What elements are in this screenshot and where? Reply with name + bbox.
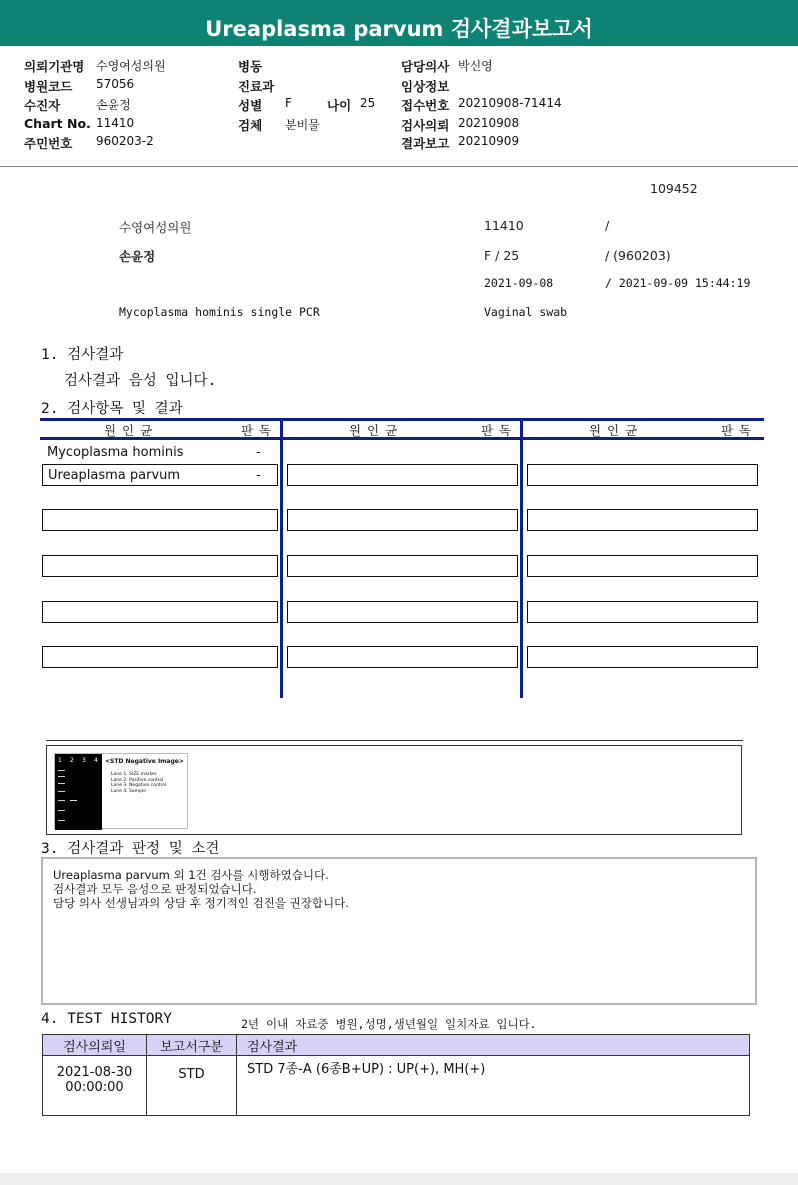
gel-image xyxy=(54,753,188,829)
findings-line: 담당 의사 선생님과의 상담 후 정기적인 검진을 권장합니다. xyxy=(53,896,349,910)
col-result-3: 판 독 xyxy=(721,423,753,438)
history-time: 00:00:00 xyxy=(65,1080,124,1095)
section1-title: 1. 검사결과 xyxy=(41,347,124,363)
serial-number: 109452 xyxy=(650,181,698,196)
gel-band xyxy=(58,820,65,821)
history-header-row xyxy=(43,1035,750,1056)
col-result-2: 판 독 xyxy=(481,423,513,438)
gel-lane-number: 2 xyxy=(70,757,74,764)
gel-band xyxy=(58,770,65,771)
history-type: STD xyxy=(147,1056,237,1116)
specimen-value: 분비물 xyxy=(285,118,320,132)
patient-report-datetime: / 2021-09-09 15:44:19 xyxy=(605,276,751,290)
history-col-date: 검사의뢰일 xyxy=(43,1035,147,1056)
report-title: Ureaplasma parvum 검사결과보고서 xyxy=(205,17,593,41)
pathogen-result: - xyxy=(256,445,261,460)
result-cell xyxy=(287,555,518,577)
request-date-label: 검사의뢰 xyxy=(401,118,450,133)
receipt-no-value: 20210908-71414 xyxy=(458,96,562,110)
patient-birth: / (960203) xyxy=(605,248,671,263)
resident-no-value: 960203-2 xyxy=(96,134,154,148)
patient-institution: 수영여성의원 xyxy=(119,220,192,235)
gel-legend xyxy=(111,772,166,794)
pathogen-result: - xyxy=(256,468,261,483)
section3-title: 3. 검사결과 판정 및 소견 xyxy=(41,841,220,857)
section4-title: 4. TEST HISTORY xyxy=(41,1011,172,1027)
history-col-result: 검사결과 xyxy=(237,1035,750,1056)
result-cell xyxy=(287,601,518,623)
gel-band xyxy=(58,776,65,777)
result-cell xyxy=(527,555,758,577)
gel-band xyxy=(58,810,65,811)
history-table xyxy=(42,1034,750,1116)
gel-photo xyxy=(55,754,102,830)
report-date-label: 결과보고 xyxy=(401,136,450,151)
gel-band xyxy=(58,783,65,784)
col-pathogen-1: 원 인 균 xyxy=(104,423,154,438)
doctor-value: 박신영 xyxy=(458,59,493,73)
patient-sex-age: F / 25 xyxy=(484,248,520,263)
results-table-divider-2 xyxy=(520,418,523,698)
pathogen-name: Ureaplasma parvum xyxy=(48,468,181,483)
specimen-label: 검체 xyxy=(238,118,263,133)
report-date-value: 20210909 xyxy=(458,134,520,148)
findings-box xyxy=(41,857,757,1005)
sex-label: 성별 xyxy=(238,98,263,113)
result-cell xyxy=(42,601,278,623)
col-result-1: 판 독 xyxy=(241,423,273,438)
history-date-cell xyxy=(43,1056,147,1116)
gel-band xyxy=(58,791,65,792)
patient-name: 손윤정 xyxy=(119,249,156,264)
receipt-no-label: 접수번호 xyxy=(401,98,450,113)
result-cell xyxy=(527,509,758,531)
history-result: STD 7종-A (6종B+UP) : UP(+), MH(+) xyxy=(237,1056,750,1116)
gel-lane-number: 3 xyxy=(82,757,86,764)
history-row xyxy=(43,1056,750,1116)
history-note: 2년 이내 자료중 병원,성명,생년월일 일치자료 입니다. xyxy=(241,1017,537,1031)
result-cell xyxy=(527,601,758,623)
resident-no-label: 주민번호 xyxy=(24,136,73,151)
gel-lane-number: 1 xyxy=(58,757,62,764)
page-footer-strip xyxy=(0,1173,798,1185)
gel-legend-item: Lane 2. Positive control xyxy=(111,777,164,783)
test-name: Mycoplasma hominis single PCR xyxy=(119,305,320,319)
gel-band xyxy=(58,800,65,801)
gel-lane-number: 4 xyxy=(94,757,98,764)
findings-line: Ureaplasma parvum 외 1건 검사를 시행하였습니다. xyxy=(53,868,329,882)
gel-legend-item: Lane 3. Negative control xyxy=(111,783,167,788)
institution-value: 수영여성의원 xyxy=(96,59,166,73)
section1-result-text: 검사결과 음성 입니다. xyxy=(64,373,217,389)
department-label: 진료과 xyxy=(238,79,275,94)
doctor-label: 담당의사 xyxy=(401,59,450,74)
gel-frame-top-rule xyxy=(46,740,743,741)
result-cell xyxy=(42,646,278,668)
request-date-value: 20210908 xyxy=(458,116,520,130)
clinical-info-label: 임상정보 xyxy=(401,79,450,94)
report-title-bar xyxy=(0,0,798,46)
result-cell xyxy=(527,646,758,668)
patient-chart-no: 11410 xyxy=(484,218,524,233)
age-value: 25 xyxy=(360,96,376,110)
hospital-code-value: 57056 xyxy=(96,77,135,91)
gel-legend-item: Lane 4. Sample xyxy=(111,788,146,794)
history-date: 2021-08-30 xyxy=(56,1065,133,1080)
hospital-code-label: 병원코드 xyxy=(24,79,73,94)
gel-image-title: <STD Negative Image> xyxy=(105,758,184,765)
result-cell xyxy=(42,509,278,531)
age-label: 나이 xyxy=(327,98,352,113)
col-pathogen-2: 원 인 균 xyxy=(349,423,399,438)
chart-separator: / xyxy=(605,218,610,233)
results-table-divider-1 xyxy=(280,418,283,698)
history-col-type: 보고서구분 xyxy=(147,1035,237,1056)
sex-value: F xyxy=(285,96,292,110)
gel-band xyxy=(70,800,77,801)
result-cell xyxy=(527,464,758,486)
section2-title: 2. 검사항목 및 결과 xyxy=(41,401,183,417)
findings-line: 검사결과 모두 음성으로 판정되었습니다. xyxy=(53,882,257,896)
result-cell xyxy=(42,555,278,577)
institution-label: 의뢰기관명 xyxy=(24,59,85,74)
pathogen-name: Mycoplasma hominis xyxy=(47,445,184,460)
patient-request-date: 2021-09-08 xyxy=(484,276,554,290)
chart-no-label: Chart No. xyxy=(24,116,91,131)
patient-label: 수진자 xyxy=(24,98,61,113)
patient-value: 손윤정 xyxy=(96,98,131,112)
result-cell xyxy=(287,646,518,668)
specimen-type: Vaginal swab xyxy=(484,305,568,319)
result-cell xyxy=(287,464,518,486)
col-pathogen-3: 원 인 균 xyxy=(589,423,639,438)
result-cell xyxy=(287,509,518,531)
gel-legend-item: Lane 1. SIZE marker xyxy=(111,772,157,777)
ward-label: 병동 xyxy=(238,59,263,74)
chart-no-value: 11410 xyxy=(96,116,135,130)
